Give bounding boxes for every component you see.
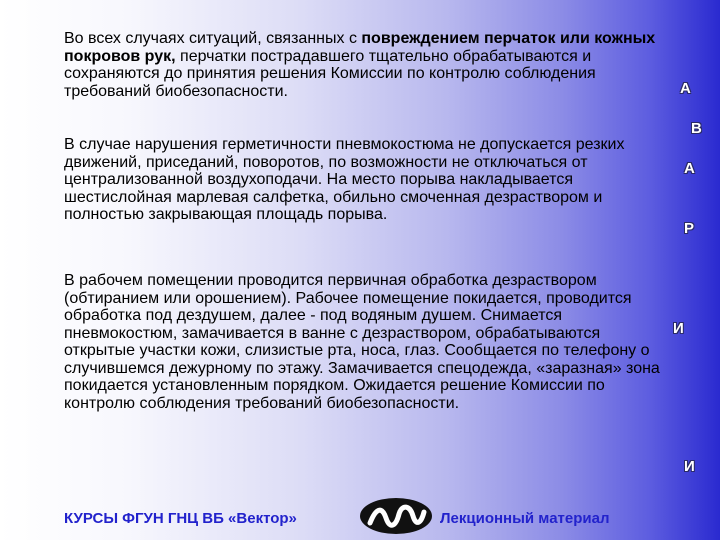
paragraph-suit-breach: В случае нарушения герметичности пневмокостюма не допускается резких движений, приседаний, поворотов, по возможности не отключаться от централизованной воздухоподачи. На место порыва накладывается шестислойная марлевая салфетка, обильно смоченная дезраствором и полностью закрывающая площадь порыва. xyxy=(64,136,625,223)
side-letter: В xyxy=(691,120,702,137)
paragraph-gloves-damage xyxy=(64,30,674,100)
side-letter: И xyxy=(673,320,684,337)
paragraph-bold-phrase: повреждением перчаток или кожных покровов рук, xyxy=(64,30,656,65)
paragraph-text-after: перчатки пострадавшего тщательно обрабатываются и сохраняются до принятия решения Комиссии по контролю соблюдения требований биобезопасности. xyxy=(64,47,596,100)
side-letter: А xyxy=(680,80,691,97)
vector-logo-icon xyxy=(358,496,434,536)
footer-course-name: КУРСЫ ФГУН ГНЦ ВБ «Вектор» xyxy=(64,510,297,527)
paragraph-text-before: Во всех случаях ситуаций, связанных с xyxy=(64,30,362,47)
side-letter: А xyxy=(684,160,695,177)
side-letter: И xyxy=(684,458,695,475)
footer-lecture-material: Лекционный материал xyxy=(440,510,610,527)
paragraph-room-procedure: В рабочем помещении проводится первичная обработка дезраствором (обтиранием или орошением). Рабочее помещение покидается, проводится обработка под дездушем, далее - под водяным душем. Снимается пневмокостюм, замачивается в ванне с дезраствором, обрабатываются открытые участки кожи, слизистые рта, носа, глаз. Сообщается по телефону о случившемся дежурному по этажу. Замачивается спецодежда, «заразная» зона покидается установленным порядком. Ожидается решение Комиссии по контролю соблюдения требований биобезопасности. xyxy=(64,272,660,412)
side-letter: Р xyxy=(684,220,695,237)
